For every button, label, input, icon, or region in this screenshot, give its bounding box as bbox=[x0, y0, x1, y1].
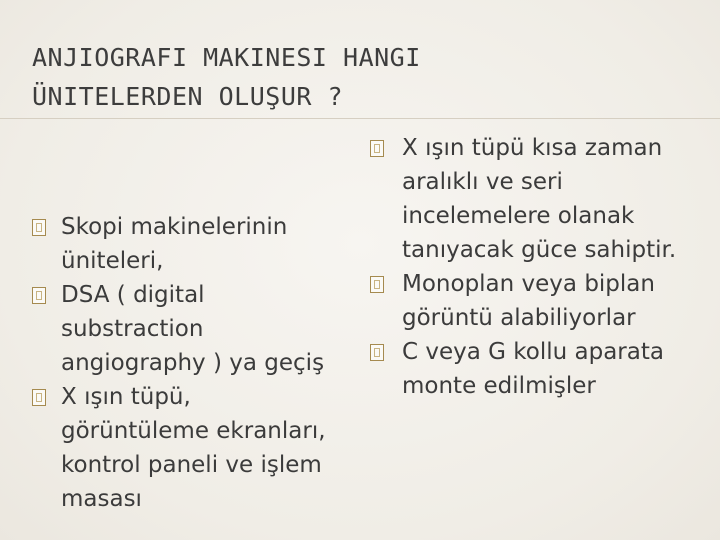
left-column bbox=[32, 210, 362, 516]
bullet-text-line: C veya G kollu aparata bbox=[402, 339, 664, 365]
missing-glyph-box-icon bbox=[370, 276, 384, 293]
bullet-text-line: Monoplan veya biplan bbox=[402, 271, 655, 297]
missing-glyph-box-icon bbox=[32, 219, 46, 236]
bullet-text-line: X ışın tüpü kısa zaman bbox=[402, 135, 663, 161]
bullet-text-line: substraction bbox=[61, 316, 204, 342]
right-column bbox=[370, 131, 700, 403]
bullet-item bbox=[32, 210, 362, 278]
bullet-item bbox=[32, 278, 362, 380]
missing-glyph-box-icon bbox=[370, 344, 384, 361]
bullet-item bbox=[370, 267, 700, 335]
bullet-text-line: X ışın tüpü, bbox=[61, 384, 191, 410]
slide-title-line: ÜNITELERDEN OLUŞUR ? bbox=[32, 82, 344, 111]
missing-glyph-box-icon bbox=[32, 287, 46, 304]
bullet-text-line: görüntü alabiliyorlar bbox=[402, 305, 636, 331]
title-divider bbox=[0, 118, 720, 119]
bullet-text-line: tanıyacak güce sahiptir. bbox=[402, 237, 677, 263]
bullet-text-line: DSA ( digital bbox=[61, 282, 205, 308]
missing-glyph-box-icon bbox=[32, 389, 46, 406]
bullet-text-line: aralıklı ve seri bbox=[402, 169, 563, 195]
bullet-text-line: masası bbox=[61, 486, 142, 512]
bullet-item bbox=[370, 335, 700, 403]
bullet-text-line: görüntüleme ekranları, bbox=[61, 418, 326, 444]
bullet-text-line: incelemelere olanak bbox=[402, 203, 635, 229]
bullet-text-line: üniteleri, bbox=[61, 248, 164, 274]
slide-title-line: ANJIOGRAFI MAKINESI HANGI bbox=[32, 43, 421, 72]
slide-title bbox=[32, 38, 692, 116]
bullet-text-line: angiography ) ya geçiş bbox=[61, 350, 325, 376]
bullet-text-line: monte edilmişler bbox=[402, 373, 596, 399]
bullet-item bbox=[32, 380, 362, 516]
bullet-item bbox=[370, 131, 700, 267]
missing-glyph-box-icon bbox=[370, 140, 384, 157]
bullet-text-line: Skopi makinelerinin bbox=[61, 214, 288, 240]
bullet-text-line: kontrol paneli ve işlem bbox=[61, 452, 322, 478]
